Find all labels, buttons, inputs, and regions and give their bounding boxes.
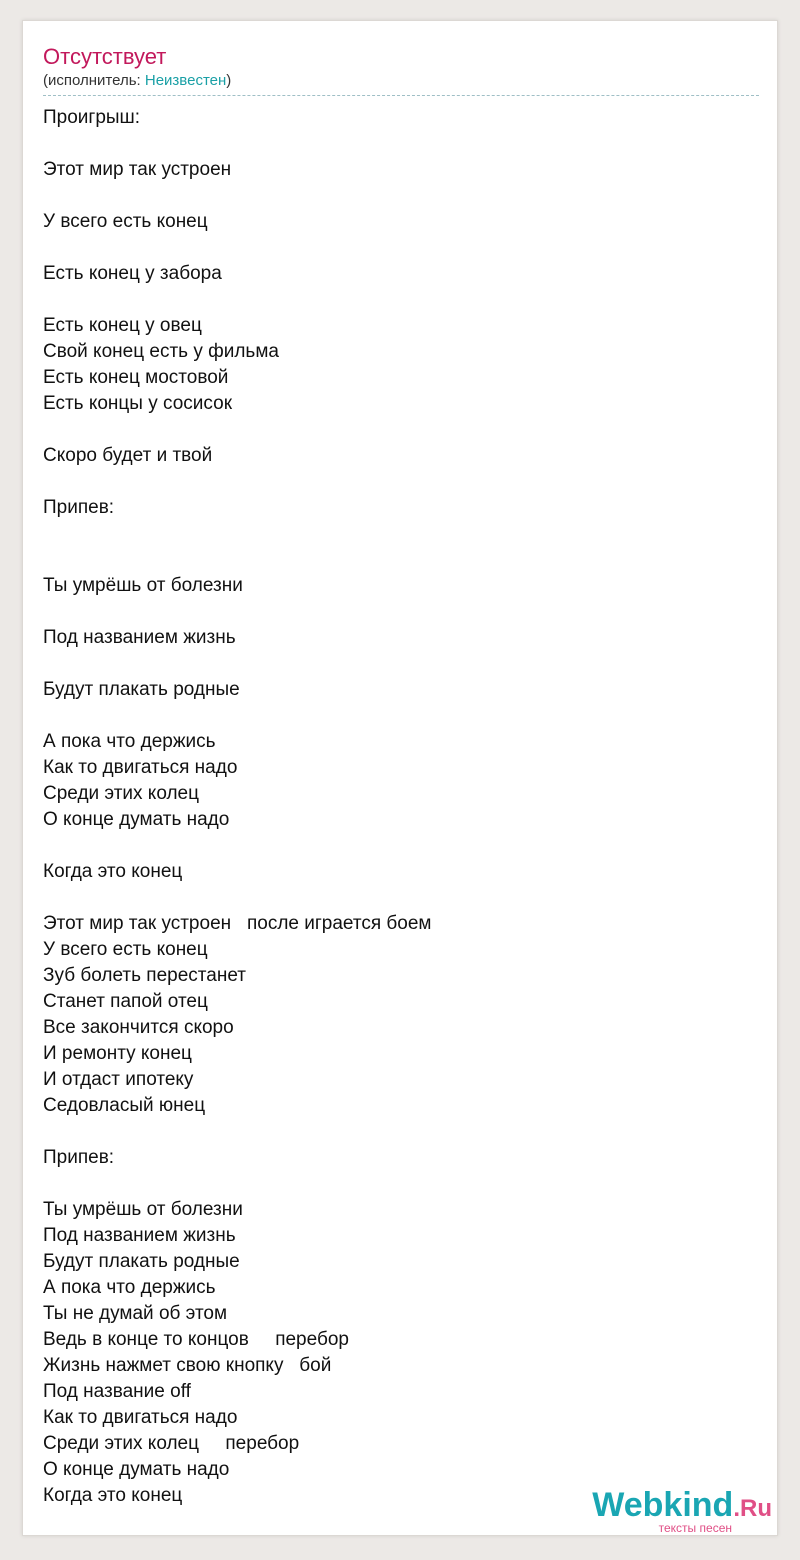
lyric-line: У всего есть конец bbox=[43, 939, 208, 960]
lyrics-card bbox=[22, 20, 778, 1536]
artist-suffix: ) bbox=[226, 72, 232, 89]
lyric-line: Жизнь нажмет свою кнопку бой bbox=[43, 1355, 332, 1376]
lyric-line: У всего есть конец bbox=[43, 211, 208, 232]
lyric-line: Этот мир так устроен bbox=[43, 159, 232, 180]
lyric-line: Есть конец мостовой bbox=[43, 367, 229, 388]
lyric-line bbox=[43, 599, 759, 625]
lyric-line: Станет папой отец bbox=[43, 991, 208, 1012]
lyric-line bbox=[43, 703, 759, 729]
lyric-line: Есть конец у забора bbox=[43, 263, 222, 284]
lyric-line: Припев: bbox=[43, 1147, 115, 1168]
lyric-line: Среди этих колец bbox=[43, 783, 199, 804]
lyric-line: Как то двигаться надо bbox=[43, 1407, 238, 1428]
lyric-line: Есть концы у сосисок bbox=[43, 393, 233, 414]
lyric-line: Все закончится скоро bbox=[43, 1017, 234, 1038]
song-title: Отсутствует bbox=[43, 44, 167, 69]
logo-tagline: тексты песен bbox=[658, 1521, 732, 1535]
lyric-line bbox=[43, 651, 759, 677]
lyric-line: Под названием жизнь bbox=[43, 1225, 236, 1246]
site-logo[interactable] bbox=[592, 1488, 772, 1534]
lyric-line bbox=[43, 521, 759, 547]
lyric-line: И отдаст ипотеку bbox=[43, 1069, 194, 1090]
logo-main-text: Webkind bbox=[592, 1486, 734, 1524]
lyric-line: Ты не думай об этом bbox=[43, 1303, 228, 1324]
lyric-line: Этот мир так устроен после играется боем bbox=[43, 913, 432, 934]
lyric-line bbox=[43, 131, 759, 157]
lyric-line: Под названием жизнь bbox=[43, 627, 236, 648]
lyric-line bbox=[43, 547, 759, 573]
lyric-line: Будут плакать родные bbox=[43, 1251, 240, 1272]
lyric-line bbox=[43, 833, 759, 859]
lyric-line bbox=[43, 1171, 759, 1197]
lyric-line: И ремонту конец bbox=[43, 1043, 192, 1064]
lyric-line bbox=[43, 287, 759, 313]
lyric-line: А пока что держись bbox=[43, 731, 216, 752]
lyric-line bbox=[43, 469, 759, 495]
lyric-line bbox=[43, 417, 759, 443]
lyric-line: Скоро будет и твой bbox=[43, 445, 213, 466]
lyric-line: Будут плакать родные bbox=[43, 679, 240, 700]
lyric-line: А пока что держись bbox=[43, 1277, 216, 1298]
lyric-line: Ты умрёшь от болезни bbox=[43, 575, 243, 596]
logo-suffix: .Ru bbox=[733, 1495, 772, 1522]
lyric-line: Среди этих колец перебор bbox=[43, 1433, 300, 1454]
lyric-line bbox=[43, 183, 759, 209]
lyric-line: Проигрыш: bbox=[43, 107, 141, 128]
song-header bbox=[43, 43, 759, 96]
lyric-line: Под название off bbox=[43, 1381, 191, 1402]
lyric-line: Седовласый юнец bbox=[43, 1095, 206, 1116]
lyric-line: Когда это конец bbox=[43, 861, 183, 882]
artist-link[interactable]: Неизвестен bbox=[144, 72, 227, 89]
lyric-line: Есть конец у овец bbox=[43, 315, 202, 336]
lyric-line: Ты умрёшь от болезни bbox=[43, 1199, 243, 1220]
artist-line bbox=[43, 71, 759, 91]
lyric-line: Свой конец есть у фильма bbox=[43, 341, 279, 362]
lyric-line: Ведь в конце то концов перебор bbox=[43, 1329, 349, 1350]
lyric-line: Припев: bbox=[43, 497, 115, 518]
lyric-line: О конце думать надо bbox=[43, 809, 230, 830]
lyric-line bbox=[43, 235, 759, 261]
lyric-line: Когда это конец bbox=[43, 1485, 183, 1506]
lyric-line: О конце думать надо bbox=[43, 1459, 230, 1480]
artist-prefix: (исполнитель: bbox=[43, 72, 145, 89]
lyric-line bbox=[43, 885, 759, 911]
lyric-line bbox=[43, 1119, 759, 1145]
lyric-line: Зуб болеть перестанет bbox=[43, 965, 246, 986]
lyrics-text bbox=[43, 105, 759, 1509]
lyric-line: Как то двигаться надо bbox=[43, 757, 238, 778]
